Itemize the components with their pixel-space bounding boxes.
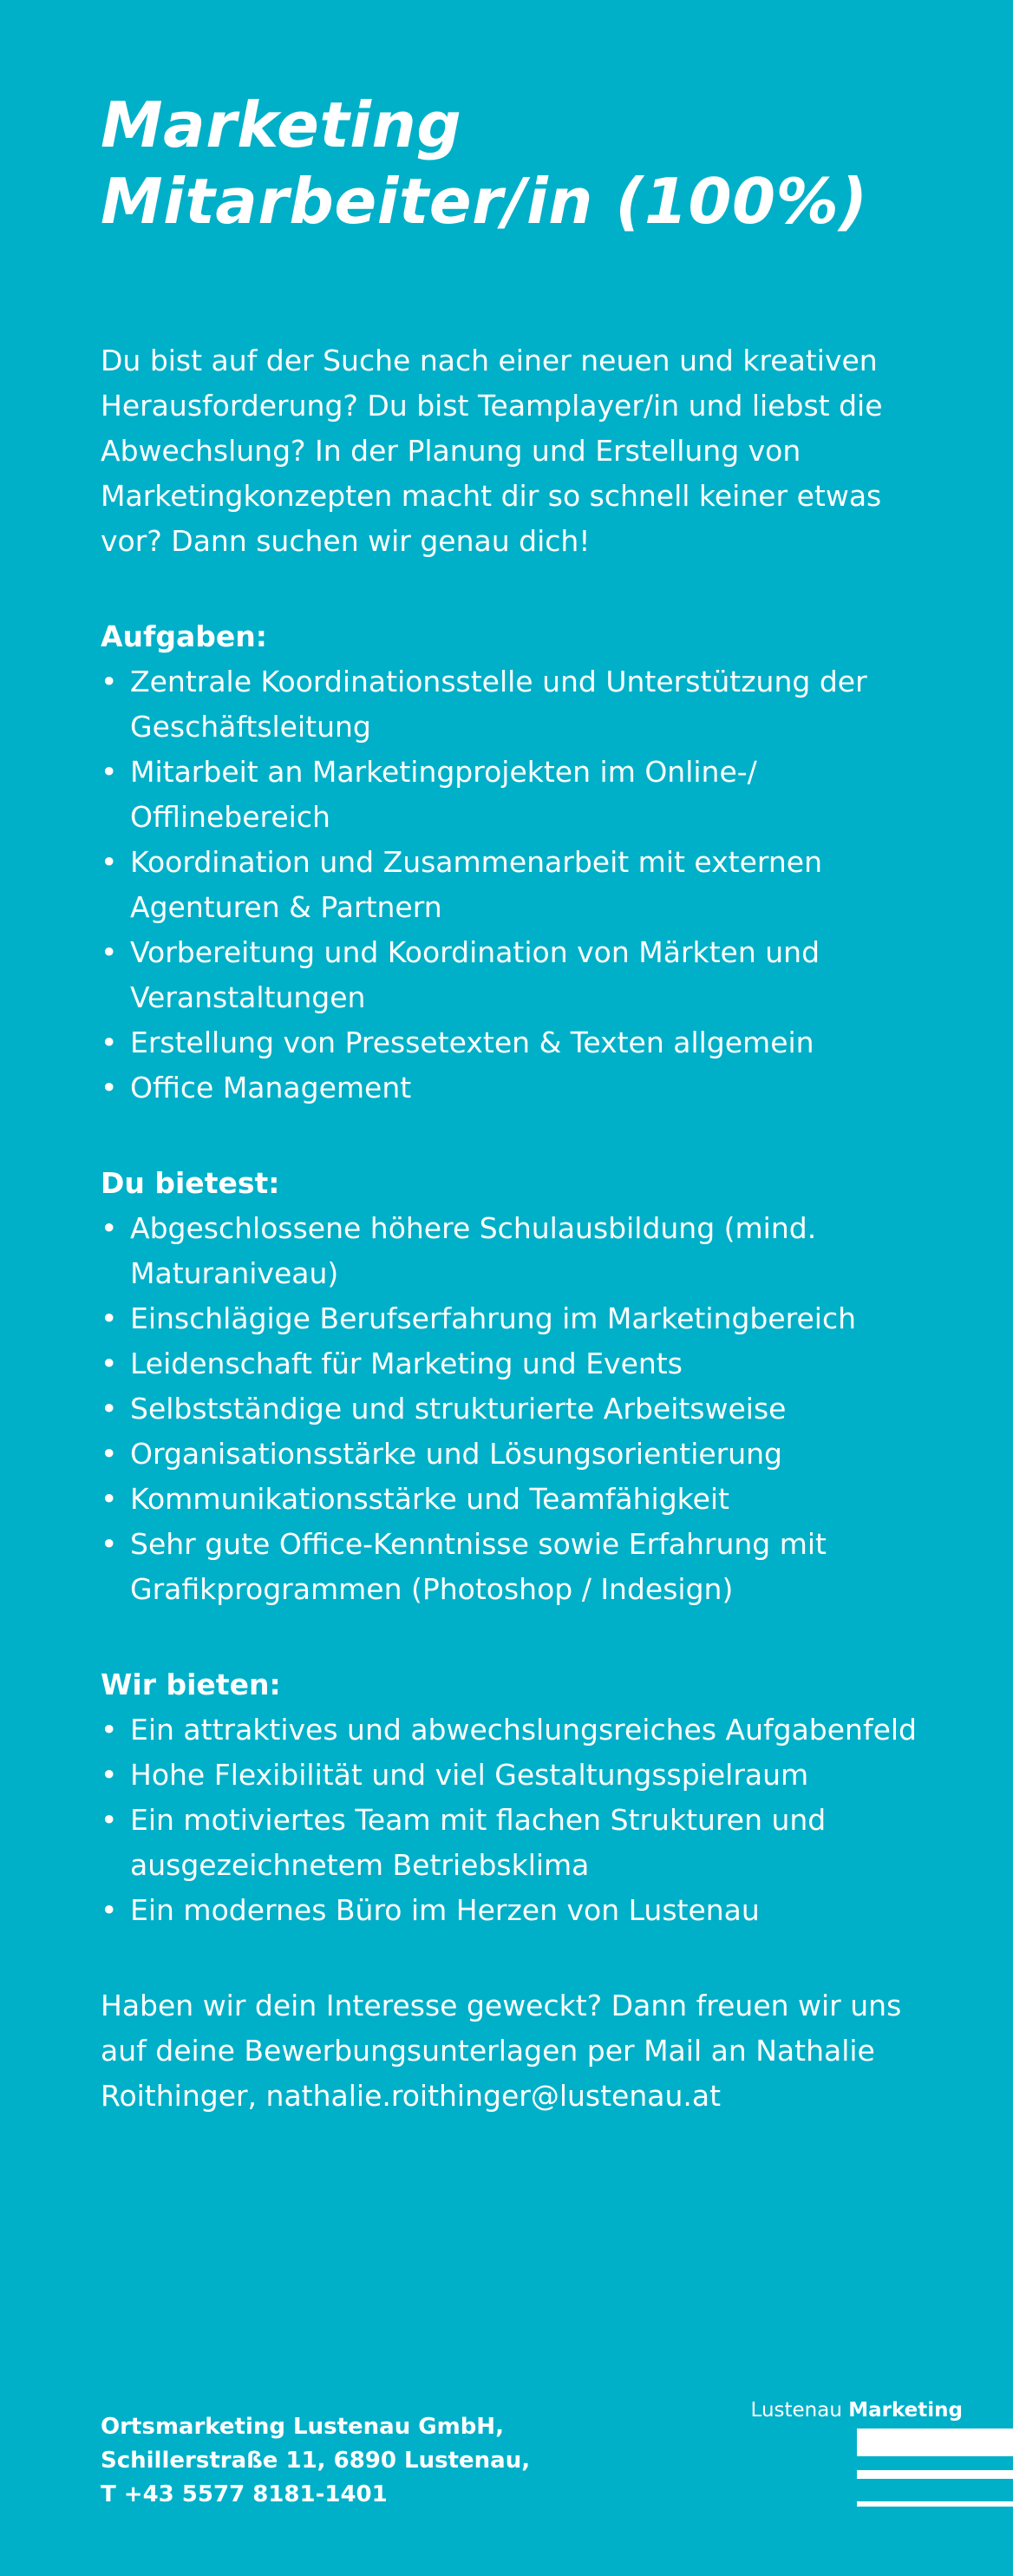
wir-bieten-list bbox=[101, 1708, 933, 1933]
lustenau-marketing-logo bbox=[750, 2397, 1013, 2519]
bullet-icon: • bbox=[101, 1482, 118, 1516]
list-item-text: Zentrale Koordinationsstelle und Unterstützung der Geschäftsleitung bbox=[130, 665, 867, 744]
logo-bar-thin bbox=[857, 2501, 1013, 2507]
posting-body bbox=[101, 338, 933, 2119]
list-item-text: Leidenschaft für Marketing und Events bbox=[130, 1347, 683, 1380]
list-item bbox=[101, 1020, 933, 1065]
list-item-text: Hohe Flexibilität und viel Gestaltungsspielraum bbox=[130, 1758, 809, 1792]
company-phone: T +43 5577 8181-1401 bbox=[101, 2481, 388, 2507]
bullet-icon: • bbox=[101, 1071, 118, 1104]
list-item-text: Organisationsstärke und Lösungsorientierung bbox=[130, 1437, 783, 1471]
bullet-icon: • bbox=[101, 1527, 118, 1561]
company-name: Ortsmarketing Lustenau GmbH, bbox=[101, 2414, 504, 2440]
bullet-icon: • bbox=[101, 845, 118, 879]
bullet-icon: • bbox=[101, 1803, 118, 1837]
list-item-text: Ein attraktives und abwechslungsreiches Aufgabenfeld bbox=[130, 1713, 918, 1747]
bullet-icon: • bbox=[101, 1758, 118, 1792]
list-item bbox=[101, 1296, 933, 1341]
title-line-2: Mitarbeiter/in (100%) bbox=[101, 165, 868, 238]
list-item bbox=[101, 1065, 933, 1111]
list-item-text: Mitarbeit an Marketingprojekten im Online-/ Offlinebereich bbox=[130, 755, 757, 834]
list-item bbox=[101, 1798, 933, 1888]
bullet-icon: • bbox=[101, 1893, 118, 1927]
list-item bbox=[101, 1708, 933, 1753]
logo-bar-medium bbox=[857, 2470, 1013, 2479]
logo-word-lustenau: Lustenau bbox=[750, 2399, 849, 2422]
bullet-icon: • bbox=[101, 1437, 118, 1471]
list-item bbox=[101, 840, 933, 930]
bullet-icon: • bbox=[101, 935, 118, 969]
list-item-text: Erstellung von Pressetexten & Texten allgemein bbox=[130, 1026, 814, 1059]
list-item-text: Office Management bbox=[130, 1071, 412, 1104]
list-item-text: Einschlägige Berufserfahrung im Marketingbereich bbox=[130, 1301, 857, 1335]
bullet-icon: • bbox=[101, 1301, 118, 1335]
section-heading-aufgaben: Aufgaben: bbox=[101, 619, 267, 653]
list-item bbox=[101, 1477, 933, 1522]
aufgaben-list bbox=[101, 659, 933, 1111]
logo-text bbox=[751, 2397, 963, 2423]
list-item bbox=[101, 1522, 933, 1612]
list-item-text: Abgeschlossene höhere Schulausbildung (mind. Maturaniveau) bbox=[130, 1211, 817, 1290]
page-title bbox=[101, 87, 868, 239]
list-item bbox=[101, 1888, 933, 1933]
list-item bbox=[101, 750, 933, 840]
bullet-icon: • bbox=[101, 1347, 118, 1380]
bullet-icon: • bbox=[101, 755, 118, 789]
section-heading-du-bietest: Du bietest: bbox=[101, 1166, 280, 1200]
list-item-text: Ein motiviertes Team mit flachen Strukturen und ausgezeichnetem Betriebsklima bbox=[130, 1803, 827, 1882]
list-item bbox=[101, 1753, 933, 1798]
list-item bbox=[101, 930, 933, 1020]
list-item bbox=[101, 1341, 933, 1386]
list-item bbox=[101, 1386, 933, 1432]
title-line-1: Marketing bbox=[101, 88, 462, 161]
list-item bbox=[101, 659, 933, 750]
list-item bbox=[101, 1432, 933, 1477]
intro-paragraph: Du bist auf der Suche nach einer neuen und kreativen Herausforderung? Du bist Teamplayer/in und liebst die Abwechslung? In der Planung und Erstellung von Marketingkonzepten macht dir so schnell keiner etwas vor? Dann suchen wir genau dich! bbox=[101, 344, 883, 558]
du-bietest-list bbox=[101, 1206, 933, 1612]
list-item-text: Selbstständige und strukturierte Arbeitsweise bbox=[130, 1392, 787, 1426]
list-item-text: Kommunikationsstärke und Teamfähigkeit bbox=[130, 1482, 729, 1516]
bullet-icon: • bbox=[101, 1392, 118, 1426]
bullet-icon: • bbox=[101, 1211, 118, 1245]
logo-bar-thick bbox=[857, 2429, 1013, 2456]
list-item-text: Ein modernes Büro im Herzen von Lustenau bbox=[130, 1893, 760, 1927]
closing-paragraph: Haben wir dein Interesse geweckt? Dann freuen wir uns auf deine Bewerbungsunterlagen per Mail an Nathalie Roithinger, nathalie.roithinger@lustenau.at bbox=[101, 1989, 902, 2113]
list-item-text: Koordination und Zusammenarbeit mit externen Agenturen & Partnern bbox=[130, 845, 823, 924]
bullet-icon: • bbox=[101, 1026, 118, 1059]
section-heading-wir-bieten: Wir bieten: bbox=[101, 1668, 281, 1701]
list-item bbox=[101, 1206, 933, 1296]
list-item-text: Sehr gute Office-Kenntnisse sowie Erfahrung mit Grafikprogrammen (Photoshop / Indesign) bbox=[130, 1527, 827, 1606]
company-address: Schillerstraße 11, 6890 Lustenau, bbox=[101, 2448, 531, 2474]
company-contact bbox=[101, 2410, 530, 2512]
bullet-icon: • bbox=[101, 665, 118, 698]
bullet-icon: • bbox=[101, 1713, 118, 1747]
logo-word-marketing: Marketing bbox=[848, 2399, 963, 2422]
list-item-text: Vorbereitung und Koordination von Märkten und Veranstaltungen bbox=[130, 935, 820, 1014]
